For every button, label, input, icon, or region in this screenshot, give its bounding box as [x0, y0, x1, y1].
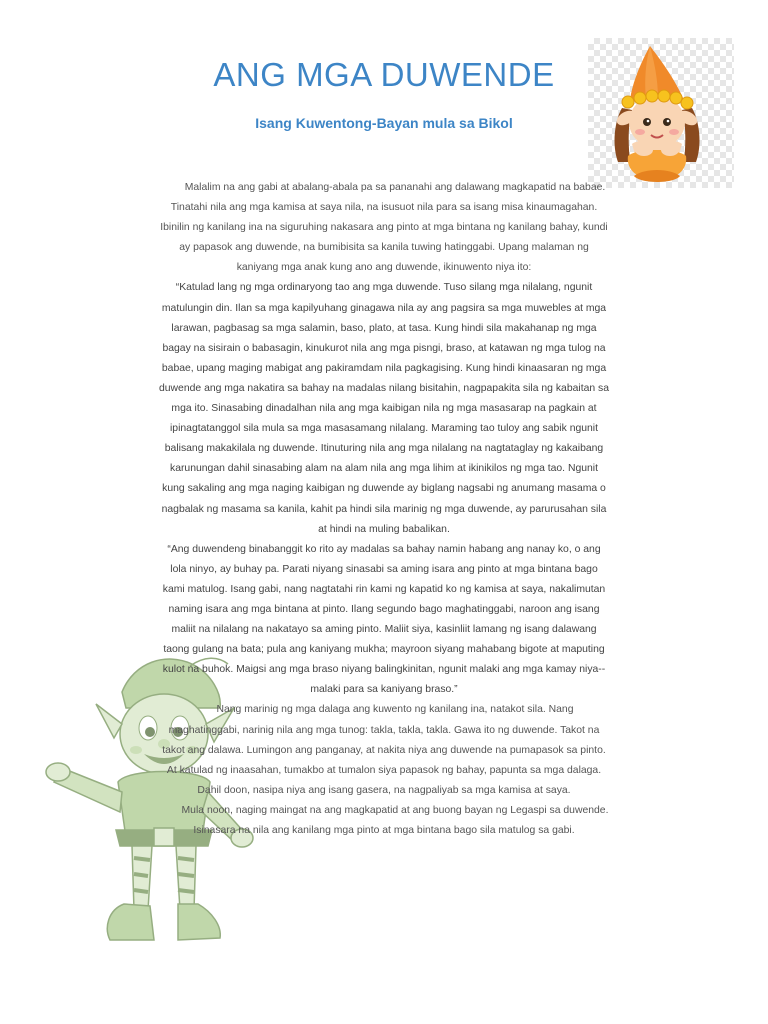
story-body [158, 178, 610, 841]
story-paragraph: “Katulad lang ng mga ordinaryong tao ang mga duwende. Tuso silang mga nilalang, ngunit matulungin din. Ilan sa mga kapilyuhang ginagawa nila ay ang pagsira sa mga muwebles at mga larawan, pagbasag sa mga salamin, baso, plato, at tasa. Kung hindi sila makahanap ng mga bagay na sisirain o babasagin, kinukurot nila ang mga pisngi, braso, at katawan ng mga tulog na babae, upang maging mabigat ang pakiramdam nila pagkagising. Kung hindi kinaasaran ng mga duwende ang mga nakatira sa bahay na madalas nilang bisitahin, nagpapakita sila ng kabaitan sa mga ito. Sinasabing dinadalhan nila ang mga kaibigan nila ng mga masasarap na pagkain at ipinagtatanggol sila mula sa mga masasamang nilalang. Maraming tao tuloy ang sabik ngunit balisang makakilala ng duwende. Itinuturing nila ang mga nilalang na nagtataglay ng kakaibang karunungan dahil sinasabing alam na alam nila ang mga lihim at ikinikilos ng mga tao. Ngunit kung sakaling ang mga naging kaibigan ng duwende ay biglang nagsabi ng anumang masama o nagbalak ng masama sa kanila, kahit pa hindi sila marinig ng mga duwende, ay parurusahan sila at hindi na muling babalikan. [159, 282, 609, 535]
story-paragraph: Nang marinig ng mga dalaga ang kuwento ng kanilang ina, natakot sila. Nang maghatinggabi, narinig nila ang mga tunog: takla, takla, takla. Gawa ito ng duwende. Takot na takot ang dalawa. Lumingon ang panganay, at nakita niya ang duwende na pumapasok sa pinto. At katulad ng inaasahan, tumakbo at tumalon siya papasok ng bahay, papunta sa mga dalaga. Dahil doon, nasipa niya ang isang gasera, na nagpaliyab sa mga kamisa at saya. [162, 704, 606, 796]
document-subtitle: Isang Kuwentong-Bayan mula sa Bikol [255, 115, 513, 131]
story-paragraph: “Ang duwendeng binabanggit ko rito ay madalas sa bahay namin habang ang nanay ko, o ang lola ninyo, ay buhay pa. Parati niyang sinasabi sa aming isara ang pinto at mga bintana bago kami matulog. Isang gabi, nang nagtatahi rin kami ng kapatid ko ng kamisa at saya, nakalimutan naming isara ang mga bintana at pinto. Ilang segundo bago maghatinggabi, naroon ang isang maliit na nilalang na nakatayo sa aming pinto. Maliit siya, kasinliit lamang ng isang dalawang taong gulang na bata; pula ang kaniyang mukha; mayroon siyang mahabang bigote at maputing kulot na buhok. Maigsi ang mga braso niyang balingkinitan, ngunit malaki ang mga kamay niya--malaki para sa kaniyang braso.” [162, 543, 606, 696]
story-paragraph: Mula noon, naging maingat na ang magkapatid at ang buong bayan ng Legaspi sa duwende. Isinasara na nila ang kanilang mga pinto at mga bintana bago sila matulog sa gabi. [181, 804, 609, 836]
document-title: ANG MGA DUWENDE [213, 56, 555, 93]
story-paragraph: Malalim na ang gabi at abalang-abala pa sa pananahi ang dalawang magkapatid na babae. Tinatahi nila ang mga kamisa at saya nila, na isusuot nila para sa isang misa kinaumagahan. Ibinilin ng kanilang ina na siguruhing nakasara ang pinto at mga bintana ng kanilang bahay, kundi ay papasok ang duwende, na bumibisita sa kanila tuwing hatinggabi. Upang malaman ng kaniyang mga anak kung ano ang duwende, ikinuwento niya ito: [160, 182, 608, 274]
